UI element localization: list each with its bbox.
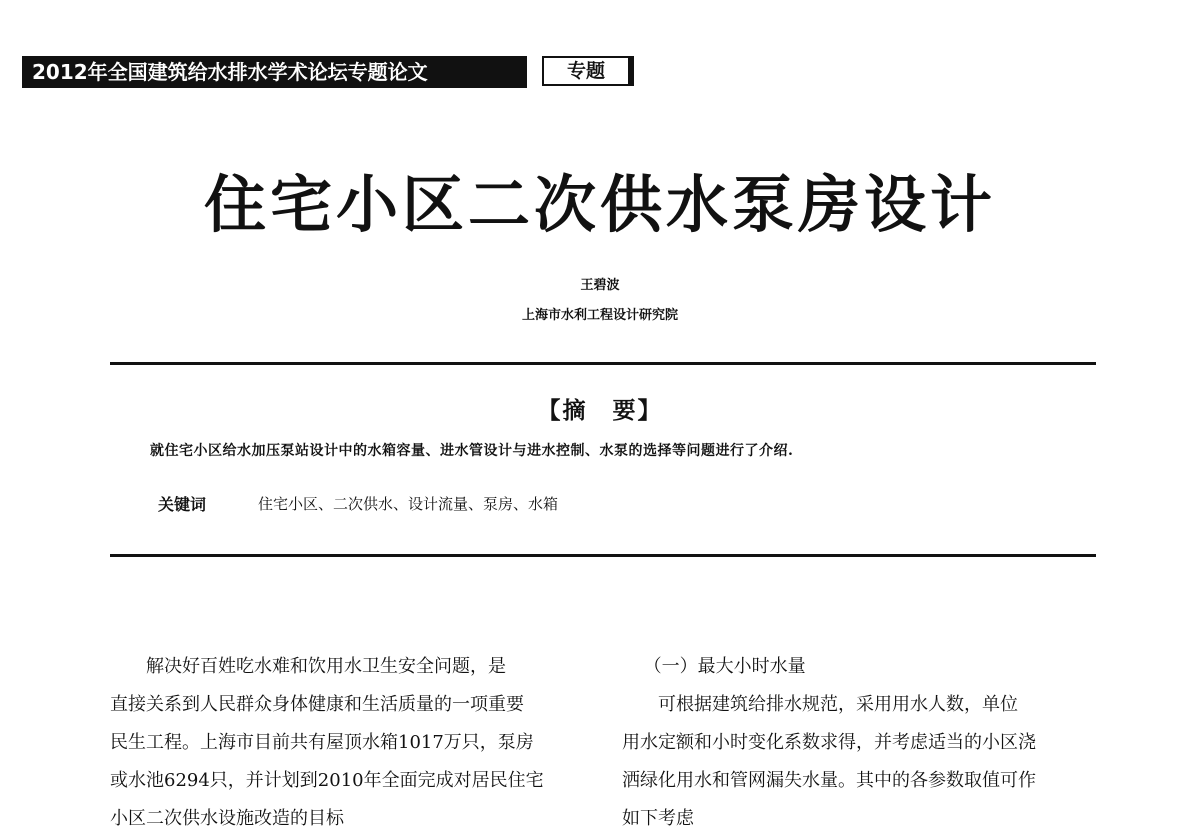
abstract-text: 就住宅小区给水加压泵站设计中的水箱容量、进水管设计与进水控制、水泵的选择等问题进行了介绍. — [150, 443, 794, 459]
body-line: 民生工程。上海市目前共有屋顶水箱1017万只，泵房 — [110, 732, 534, 753]
body-right-column — [622, 648, 1102, 838]
divider-top — [110, 362, 1096, 365]
body-line: 洒绿化用水和管网漏失水量。其中的各参数取值可作 — [622, 770, 1036, 791]
body-line: 可根据建筑给排水规范，采用用水人数，单位 — [658, 694, 1018, 715]
divider-bottom — [110, 554, 1096, 557]
header-banner — [22, 56, 634, 88]
section-heading: （一）最大小时水量 — [643, 656, 806, 677]
banner-tag: 专题 — [542, 56, 634, 86]
paper-title: 住宅小区二次供水泵房设计 — [203, 168, 996, 241]
body-line: 直接关系到人民群众身体健康和生活质量的一项重要 — [110, 694, 524, 715]
keywords-label: 关键词 — [158, 495, 207, 514]
abstract-heading: 【摘 要】 — [537, 397, 663, 424]
body-line: 用水定额和小时变化系数求得，并考虑适当的小区浇 — [622, 732, 1036, 753]
body-line: 小区二次供水设施改造的目标 — [110, 808, 344, 829]
banner-title: 2012年全国建筑给水排水学术论坛专题论文 — [22, 56, 527, 88]
author-name: 王碧波 — [580, 278, 620, 293]
body-line: 解决好百姓吃水难和饮用水卫生安全问题，是 — [146, 656, 506, 677]
keywords-text: 住宅小区、二次供水、设计流量、泵房、水箱 — [258, 495, 559, 513]
body-left-column — [110, 648, 590, 838]
author-affiliation: 上海市水利工程设计研究院 — [521, 308, 678, 323]
body-line: 或水池6294只，并计划到2010年全面完成对居民住宅 — [110, 770, 544, 791]
body-line: 如下考虑 — [622, 808, 694, 829]
